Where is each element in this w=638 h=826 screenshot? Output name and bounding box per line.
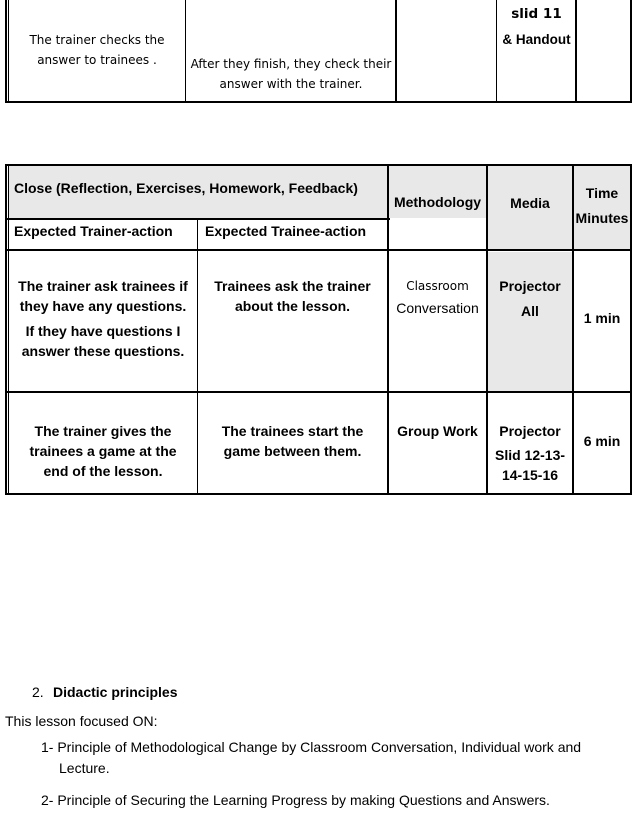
- methodology-header: Methodology: [393, 194, 482, 210]
- row1-methodology: Classroom Conversation: [396, 279, 479, 316]
- top-media: [497, 4, 576, 24]
- list-item: 1- Principle of Methodological Change by Classroom Conversation, Individual work and Lecture.: [41, 739, 582, 776]
- time-header: Time Minutes: [575, 185, 629, 226]
- media-header: Media: [510, 195, 550, 211]
- section-intro: This lesson focused ON:: [5, 713, 158, 729]
- section-number: 2.: [32, 684, 44, 700]
- top-media-line1: slid 11: [511, 6, 562, 22]
- trainee-action-header: Expected Trainee-action: [205, 223, 367, 239]
- row2-time: 6 min: [583, 433, 621, 449]
- top-media-line2: & Handout: [502, 32, 571, 47]
- top-media-2: [497, 30, 576, 50]
- row2-trainee-action: The trainees start the game between them.: [221, 423, 364, 459]
- row2-media: Projector Slid 12-13- 14-15-16: [494, 423, 566, 483]
- top-trainer-action: The trainer checks the answer to trainees .: [29, 33, 165, 67]
- top-trainee-action: After they finish, they check their answer with the trainer.: [190, 57, 392, 91]
- list-item: 2- Principle of Securing the Learning Progress by making Questions and Answers.: [41, 792, 550, 808]
- trainer-action-header: Expected Trainer-action: [14, 223, 173, 239]
- table-row: The trainer gives the trainees a game at the end of the lesson.: [29, 423, 177, 479]
- row2-methodology: Group Work: [397, 423, 478, 439]
- row1-trainee-action: Trainees ask the trainer about the lesson.: [214, 278, 371, 314]
- table-row: The trainer ask trainees if they have any questions. If they have questions I answer these questions.: [18, 278, 188, 359]
- row1-time: 1 min: [583, 310, 621, 326]
- row1-media: Projector All: [499, 278, 561, 319]
- section-heading: Didactic principles: [53, 684, 178, 700]
- close-section-header: Close (Reflection, Exercises, Homework, Feedback): [14, 180, 358, 196]
